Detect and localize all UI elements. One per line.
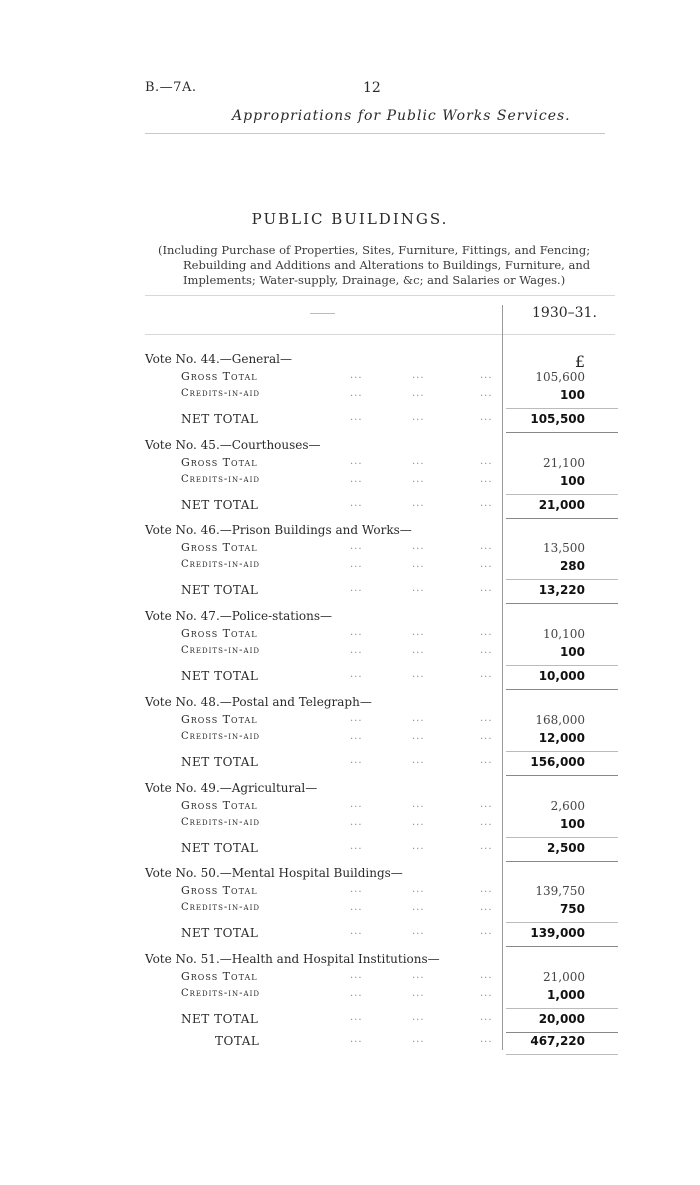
leader-dots: ... <box>412 412 425 423</box>
gross-total-row-label: Gross Total <box>181 970 258 983</box>
leader-dots: ... <box>480 627 493 638</box>
gross-total-row-label: Gross Total <box>181 456 258 469</box>
gross-total-row-label: Gross Total <box>181 370 258 383</box>
gross-total-row-label: Gross Total <box>181 799 258 812</box>
credits-in-aid-row <box>145 817 585 834</box>
leader-dots: ... <box>480 970 493 981</box>
leader-dots: ... <box>412 817 425 828</box>
leader-dots: ... <box>350 541 363 552</box>
credits-in-aid-row-label: Credits-in-aid <box>181 731 260 742</box>
credits-in-aid-row <box>145 902 585 919</box>
note-line: Implements; Water-supply, Drainage, &c; and Salaries or Wages.) <box>183 273 566 287</box>
leader-dots: ... <box>412 541 425 552</box>
column-dash <box>310 313 335 314</box>
gross-total-row <box>145 627 585 644</box>
vote-title-label: Vote No. 51.—Health and Hospital Institutions— <box>145 952 440 966</box>
gross-total-row-label: Gross Total <box>181 884 258 897</box>
gross-total-row-value: 105,600 <box>535 370 585 384</box>
net-total-row <box>145 583 585 600</box>
credits-in-aid-row-label: Credits-in-aid <box>181 645 260 656</box>
credits-in-aid-row-value: 12,000 <box>538 731 585 745</box>
credits-in-aid-row-value: 100 <box>559 645 585 659</box>
credits-in-aid-row <box>145 559 585 576</box>
leader-dots: ... <box>412 474 425 485</box>
gross-total-row-label: Gross Total <box>181 627 258 640</box>
net-total-row <box>145 841 585 858</box>
credits-in-aid-row <box>145 645 585 662</box>
leader-dots: ... <box>412 841 425 852</box>
leader-dots: ... <box>350 559 363 570</box>
sum-rule <box>506 775 618 776</box>
gross-total-row <box>145 370 585 387</box>
net-total-row-value: 20,000 <box>538 1012 585 1026</box>
leader-dots: ... <box>412 799 425 810</box>
leader-dots: ... <box>350 731 363 742</box>
leader-dots: ... <box>350 669 363 680</box>
column-header-divider <box>145 334 615 335</box>
gross-total-row-value: 13,500 <box>543 541 585 555</box>
leader-dots: ... <box>480 456 493 467</box>
gross-total-row-value: 168,000 <box>535 713 585 727</box>
leader-dots: ... <box>480 841 493 852</box>
leader-dots: ... <box>480 559 493 570</box>
net-total-row-label: NET TOTAL <box>181 1012 259 1026</box>
net-total-row-value: 21,000 <box>538 498 585 512</box>
net-total-row-label: NET TOTAL <box>181 669 259 683</box>
leader-dots: ... <box>350 817 363 828</box>
leader-dots: ... <box>350 583 363 594</box>
leader-dots: ... <box>412 884 425 895</box>
leader-dots: ... <box>480 412 493 423</box>
sum-rule <box>506 579 618 580</box>
document-reference: B.—7A. <box>145 80 197 95</box>
credits-in-aid-row-label: Credits-in-aid <box>181 817 260 828</box>
vote-title <box>145 695 585 712</box>
leader-dots: ... <box>480 731 493 742</box>
grand-total-row-value: 467,220 <box>530 1034 585 1048</box>
sum-rule <box>506 1008 618 1009</box>
vote-title <box>145 523 585 540</box>
leader-dots: ... <box>350 1012 363 1023</box>
section-note <box>158 243 613 288</box>
gross-total-row-value: 2,600 <box>550 799 585 813</box>
net-total-row-label: NET TOTAL <box>181 583 259 597</box>
note-line: (Including Purchase of Properties, Sites, Furniture, Fittings, and Fencing; <box>158 243 591 257</box>
leader-dots: ... <box>480 474 493 485</box>
net-total-row <box>145 926 585 943</box>
net-total-row-label: NET TOTAL <box>181 926 259 940</box>
credits-in-aid-row <box>145 388 585 405</box>
leader-dots: ... <box>480 755 493 766</box>
leader-dots: ... <box>350 1034 363 1045</box>
net-total-row-value: 10,000 <box>538 669 585 683</box>
gross-total-row-label: Gross Total <box>181 541 258 554</box>
net-total-row-label: NET TOTAL <box>181 498 259 512</box>
leader-dots: ... <box>412 559 425 570</box>
leader-dots: ... <box>412 713 425 724</box>
credits-in-aid-row-value: 1,000 <box>547 988 585 1002</box>
grand-total-row <box>145 1034 585 1051</box>
net-total-row-value: 156,000 <box>530 755 585 769</box>
sum-rule <box>506 665 618 666</box>
gross-total-row-value: 21,100 <box>543 456 585 470</box>
leader-dots: ... <box>480 669 493 680</box>
leader-dots: ... <box>412 970 425 981</box>
leader-dots: ... <box>412 1034 425 1045</box>
vote-title <box>145 438 585 455</box>
net-total-row-value: 2,500 <box>547 841 585 855</box>
leader-dots: ... <box>350 884 363 895</box>
net-total-row-label: NET TOTAL <box>181 412 259 426</box>
page-heading: Appropriations for Public Works Services. <box>232 108 571 124</box>
leader-dots: ... <box>480 884 493 895</box>
note-divider <box>145 295 615 296</box>
vote-title <box>145 352 585 369</box>
leader-dots: ... <box>480 370 493 381</box>
gross-total-row-value: 21,000 <box>543 970 585 984</box>
leader-dots: ... <box>412 669 425 680</box>
leader-dots: ... <box>350 474 363 485</box>
leader-dots: ... <box>412 498 425 509</box>
leader-dots: ... <box>480 388 493 399</box>
sum-rule <box>506 1054 618 1055</box>
credits-in-aid-row-value: 750 <box>559 902 585 916</box>
net-total-row-label: NET TOTAL <box>181 755 259 769</box>
net-total-row <box>145 755 585 772</box>
leader-dots: ... <box>412 456 425 467</box>
gross-total-row-label: Gross Total <box>181 713 258 726</box>
leader-dots: ... <box>350 902 363 913</box>
credits-in-aid-row <box>145 731 585 748</box>
credits-in-aid-row-value: 100 <box>559 388 585 402</box>
credits-in-aid-row-label: Credits-in-aid <box>181 988 260 999</box>
gross-total-row <box>145 884 585 901</box>
leader-dots: ... <box>412 583 425 594</box>
net-total-row <box>145 498 585 515</box>
leader-dots: ... <box>350 926 363 937</box>
leader-dots: ... <box>480 541 493 552</box>
sum-rule <box>506 432 618 433</box>
grand-total-row-label: TOTAL <box>215 1034 260 1048</box>
net-total-row <box>145 412 585 429</box>
credits-in-aid-row-label: Credits-in-aid <box>181 388 260 399</box>
credits-in-aid-row <box>145 474 585 491</box>
sum-rule <box>506 689 618 690</box>
section-title: PUBLIC BUILDINGS. <box>251 210 449 228</box>
leader-dots: ... <box>412 902 425 913</box>
vote-title-label: Vote No. 49.—Agricultural— <box>145 781 318 795</box>
net-total-row-value: 105,500 <box>530 412 585 426</box>
leader-dots: ... <box>480 498 493 509</box>
leader-dots: ... <box>412 926 425 937</box>
leader-dots: ... <box>480 988 493 999</box>
gross-total-row-value: 10,100 <box>543 627 585 641</box>
leader-dots: ... <box>350 970 363 981</box>
leader-dots: ... <box>412 370 425 381</box>
credits-in-aid-row-value: 280 <box>559 559 585 573</box>
leader-dots: ... <box>480 713 493 724</box>
gross-total-row <box>145 456 585 473</box>
leader-dots: ... <box>412 988 425 999</box>
leader-dots: ... <box>480 645 493 656</box>
column-header-year: 1930–31. <box>532 305 597 321</box>
leader-dots: ... <box>480 902 493 913</box>
sum-rule <box>506 922 618 923</box>
sum-rule <box>506 494 618 495</box>
gross-total-row <box>145 970 585 987</box>
sum-rule <box>506 946 618 947</box>
page-number: 12 <box>363 80 381 96</box>
leader-dots: ... <box>350 627 363 638</box>
net-total-row-value: 139,000 <box>530 926 585 940</box>
vote-title <box>145 609 585 626</box>
net-total-row <box>145 1012 585 1029</box>
leader-dots: ... <box>480 1034 493 1045</box>
vote-title-value: £ <box>574 352 585 371</box>
sum-rule <box>506 751 618 752</box>
sum-rule <box>506 408 618 409</box>
net-total-row-value: 13,220 <box>538 583 585 597</box>
gross-total-row-value: 139,750 <box>535 884 585 898</box>
leader-dots: ... <box>412 1012 425 1023</box>
vote-title <box>145 952 585 969</box>
gross-total-row <box>145 541 585 558</box>
vote-title <box>145 866 585 883</box>
credits-in-aid-row <box>145 988 585 1005</box>
leader-dots: ... <box>350 755 363 766</box>
credits-in-aid-row-value: 100 <box>559 817 585 831</box>
leader-dots: ... <box>350 713 363 724</box>
vote-title-label: Vote No. 45.—Courthouses— <box>145 438 321 452</box>
leader-dots: ... <box>412 627 425 638</box>
sum-rule <box>506 837 618 838</box>
leader-dots: ... <box>480 817 493 828</box>
leader-dots: ... <box>480 1012 493 1023</box>
leader-dots: ... <box>350 799 363 810</box>
sum-rule <box>506 518 618 519</box>
leader-dots: ... <box>412 388 425 399</box>
header-divider <box>145 133 605 134</box>
leader-dots: ... <box>350 498 363 509</box>
leader-dots: ... <box>412 755 425 766</box>
net-total-row <box>145 669 585 686</box>
credits-in-aid-row-label: Credits-in-aid <box>181 474 260 485</box>
leader-dots: ... <box>480 799 493 810</box>
credits-in-aid-row-label: Credits-in-aid <box>181 559 260 570</box>
note-line: Rebuilding and Additions and Alterations to Buildings, Furniture, and <box>183 258 591 272</box>
gross-total-row <box>145 799 585 816</box>
credits-in-aid-row-value: 100 <box>559 474 585 488</box>
vote-title <box>145 781 585 798</box>
leader-dots: ... <box>350 988 363 999</box>
leader-dots: ... <box>350 388 363 399</box>
vote-title-label: Vote No. 47.—Police-stations— <box>145 609 333 623</box>
vote-title-label: Vote No. 46.—Prison Buildings and Works— <box>145 523 412 537</box>
leader-dots: ... <box>350 841 363 852</box>
gross-total-row <box>145 713 585 730</box>
sum-rule <box>506 1032 618 1033</box>
sum-rule <box>506 861 618 862</box>
leader-dots: ... <box>350 456 363 467</box>
leader-dots: ... <box>412 645 425 656</box>
credits-in-aid-row-label: Credits-in-aid <box>181 902 260 913</box>
net-total-row-label: NET TOTAL <box>181 841 259 855</box>
leader-dots: ... <box>350 370 363 381</box>
sum-rule <box>506 603 618 604</box>
vote-title-label: Vote No. 44.—General— <box>145 352 292 366</box>
vote-title-label: Vote No. 50.—Mental Hospital Buildings— <box>145 866 403 880</box>
leader-dots: ... <box>350 412 363 423</box>
leader-dots: ... <box>480 583 493 594</box>
leader-dots: ... <box>350 645 363 656</box>
vote-title-label: Vote No. 48.—Postal and Telegraph— <box>145 695 372 709</box>
leader-dots: ... <box>412 731 425 742</box>
leader-dots: ... <box>480 926 493 937</box>
